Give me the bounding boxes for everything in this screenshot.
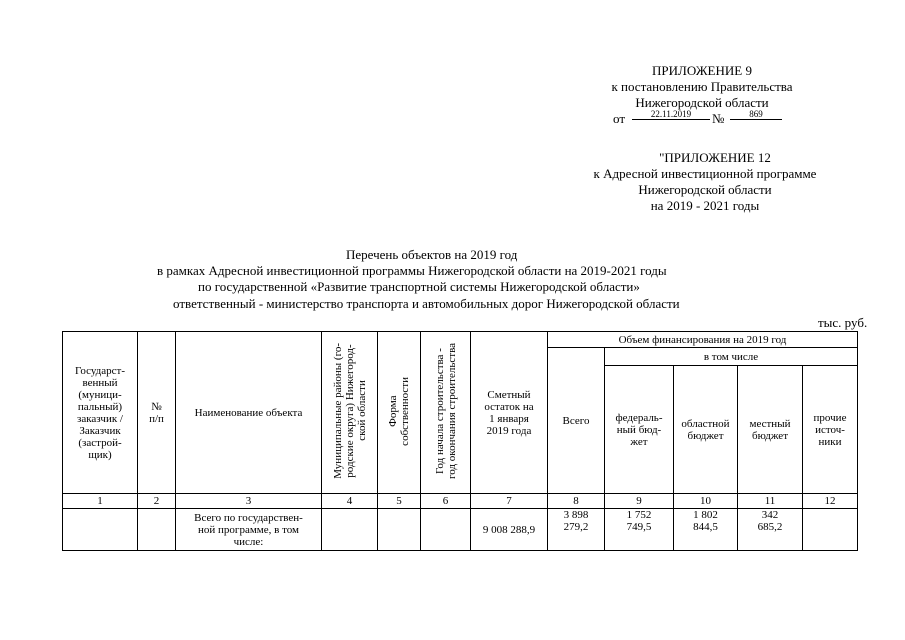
appendix-title: ПРИЛОЖЕНИЕ 9	[652, 63, 752, 78]
header-ownership: Форма собственности	[378, 332, 421, 494]
from-label: от	[613, 111, 626, 126]
cell-num	[138, 509, 176, 551]
cell-total: 3 898 279,2	[548, 509, 605, 551]
col-num: 4	[322, 494, 378, 509]
cell-balance: 9 008 288,9	[471, 509, 548, 551]
appendix12-block	[560, 150, 850, 214]
appendix-block	[572, 63, 832, 127]
appendix12-title: "ПРИЛОЖЕНИЕ 12	[659, 150, 771, 165]
header-financing: Объем финансирования на 2019 год	[548, 332, 858, 348]
header-federal: федераль- ный бюд- жет	[605, 366, 674, 494]
cell-regional: 1 802 844,5	[674, 509, 738, 551]
appendix12-line2: к Адресной инвестиционной программе	[593, 166, 817, 181]
objects-table	[62, 331, 858, 551]
appendix-date-line	[572, 111, 832, 127]
header-balance: Сметный остаток на 1 января 2019 года	[471, 332, 548, 494]
col-num: 2	[138, 494, 176, 509]
col-num: 3	[176, 494, 322, 509]
header-local: местный бюджет	[738, 366, 803, 494]
col-num: 5	[378, 494, 421, 509]
header-other: прочие источ- ники	[803, 366, 858, 494]
cell-federal: 1 752 749,5	[605, 509, 674, 551]
col-num: 11	[738, 494, 803, 509]
heading-line4: ответственный - министерство транспорта и автомобильных дорог Нижегородской области	[173, 296, 680, 311]
cell-customer	[63, 509, 138, 551]
heading-line2: в рамках Адресной инвестиционной программы Нижегородской области на 2019-2021 годы	[157, 263, 667, 278]
col-num: 1	[63, 494, 138, 509]
header-num: № п/п	[138, 332, 176, 494]
header-years: Год начала строительства - год окончания строительства	[421, 332, 471, 494]
col-num: 10	[674, 494, 738, 509]
header-regional: областной бюджет	[674, 366, 738, 494]
header-customer: Государст- венный (муници- пальный) заказчик / Заказчик (застрой- щик)	[63, 332, 138, 494]
col-num: 8	[548, 494, 605, 509]
cell-other	[803, 509, 858, 551]
cell-ownership	[378, 509, 421, 551]
cell-district	[322, 509, 378, 551]
cell-name: Всего по государствен- ной программе, в том числе:	[176, 509, 322, 551]
header-district: Муниципальные районы (го- родские округа) Нижегород- ской области	[322, 332, 378, 494]
appendix12-line4: на 2019 - 2021 годы	[650, 198, 760, 213]
cell-years	[421, 509, 471, 551]
appendix-line2: к постановлению Правительства	[611, 79, 793, 94]
table-row	[63, 509, 858, 551]
cell-local: 342 685,2	[738, 509, 803, 551]
column-number-row	[63, 494, 858, 509]
heading-line1: Перечень объектов на 2019 год	[346, 247, 518, 262]
col-num: 12	[803, 494, 858, 509]
date-field: 22.11.2019	[632, 108, 710, 120]
heading-line3: по государственной «Развитие транспортной системы Нижегородской области»	[198, 279, 640, 294]
number-field: 869	[730, 108, 782, 120]
header-name: Наименование объекта	[176, 332, 322, 494]
header-total: Всего	[548, 348, 605, 494]
appendix-line3: Нижегородской области	[635, 95, 769, 110]
appendix12-line3: Нижегородской области	[638, 182, 772, 197]
units-label: тыс. руб.	[818, 315, 868, 330]
col-num: 7	[471, 494, 548, 509]
col-num: 6	[421, 494, 471, 509]
header-including: в том числе	[605, 348, 858, 366]
col-num: 9	[605, 494, 674, 509]
number-sign: №	[712, 111, 725, 126]
